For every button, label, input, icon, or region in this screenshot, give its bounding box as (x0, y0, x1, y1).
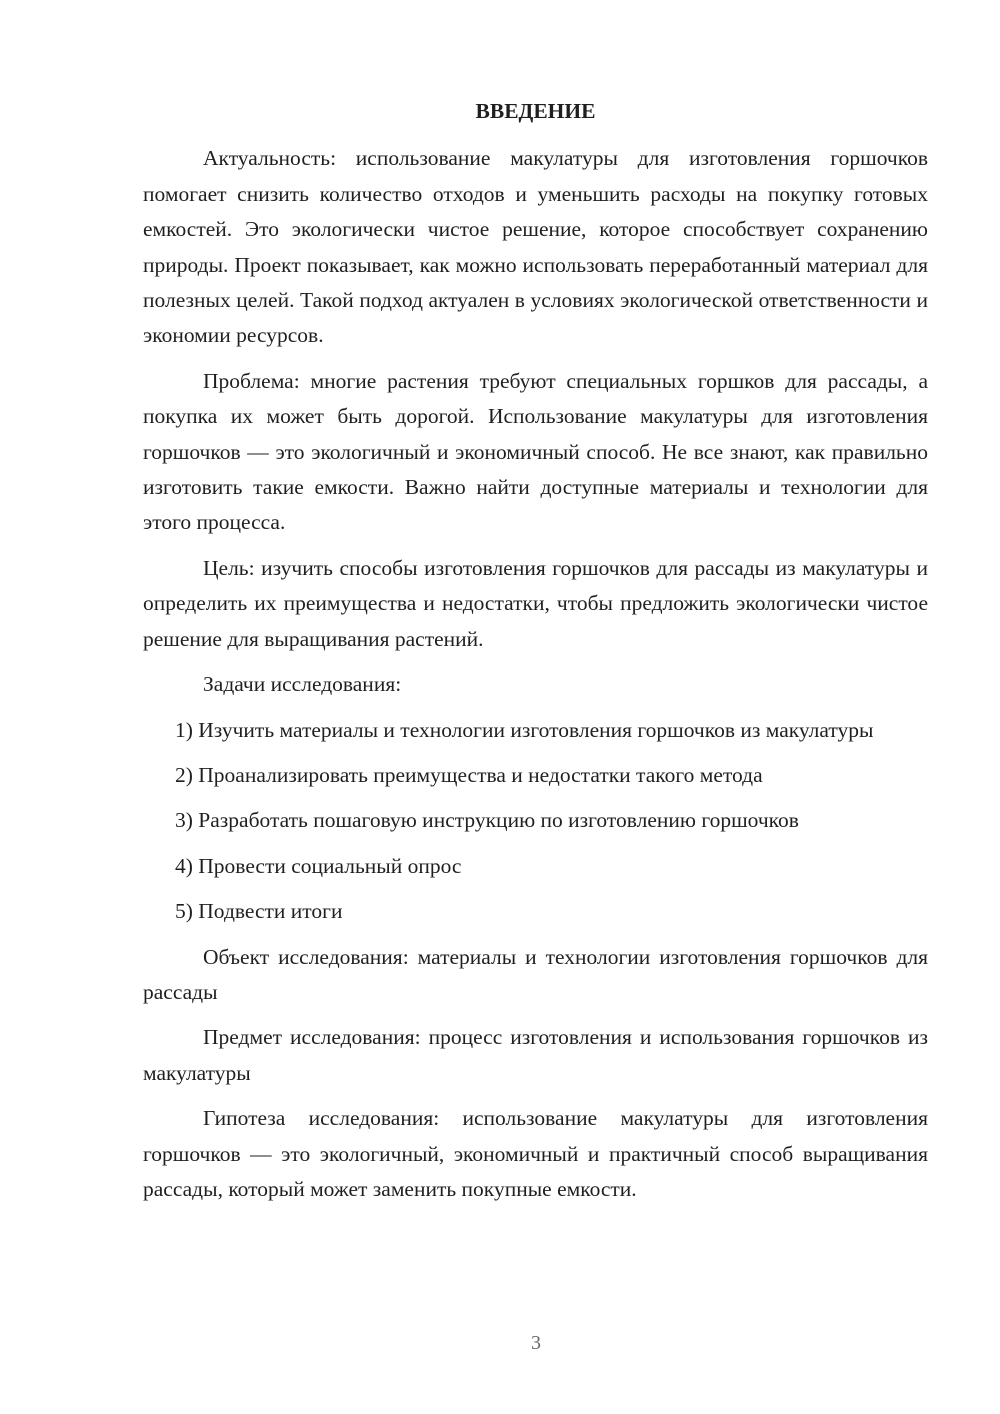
paragraph-object: Объект исследования: материалы и технологии изготовления горшочков для рассады (143, 944, 928, 1004)
task-item-5: 5) Подвести итоги (175, 899, 343, 924)
paragraph-relevance: Актуальность: использование макулатуры для изготовления горшочков помогает снизить количество отходов и уменьшить расходы на покупку готовых емкостей. Это экологически чистое решение, которое способствует сохранению природы. Проект показывает, как можно использовать переработанный материал для полезных целей. Такой подход актуален в условиях экологической ответственности и экономии ресурсов. (143, 146, 928, 348)
paragraph-subject: Предмет исследования: процесс изготовления и использования горшочков из макулатуры (143, 1025, 928, 1085)
paragraph-hypothesis: Гипотеза исследования: использование макулатуры для изготовления горшочков — это экологичный, экономичный и практичный способ выращивания рассады, который может заменить покупные емкости. (143, 1106, 928, 1201)
section-title: ВВЕДЕНИЕ (475, 99, 596, 123)
page-number: 3 (531, 1332, 541, 1354)
task-item-3: 3) Разработать пошаговую инструкцию по изготовлению горшочков (175, 808, 799, 833)
tasks-heading: Задачи исследования: (203, 672, 402, 697)
task-item-2: 2) Проанализировать преимущества и недостатки такого метода (175, 762, 763, 787)
task-item-4: 4) Провести социальный опрос (175, 853, 462, 878)
task-item-1: 1) Изучить материалы и технологии изготовления горшочков из макулатуры (175, 717, 874, 742)
paragraph-problem: Проблема: многие растения требуют специальных горшков для рассады, а покупка их может быть дорогой. Использование макулатуры для изготовления горшочков — это экологичный и экономичный способ. Не все знают, как правильно изготовить такие емкости. Важно найти доступные материалы и технологии для этого процесса. (143, 368, 928, 535)
page-content (143, 94, 928, 1217)
paragraph-goal: Цель: изучить способы изготовления горшочков для рассады из макулатуры и определить их преимущества и недостатки, чтобы предложить экологически чистое решение для выращивания растений. (143, 555, 928, 651)
